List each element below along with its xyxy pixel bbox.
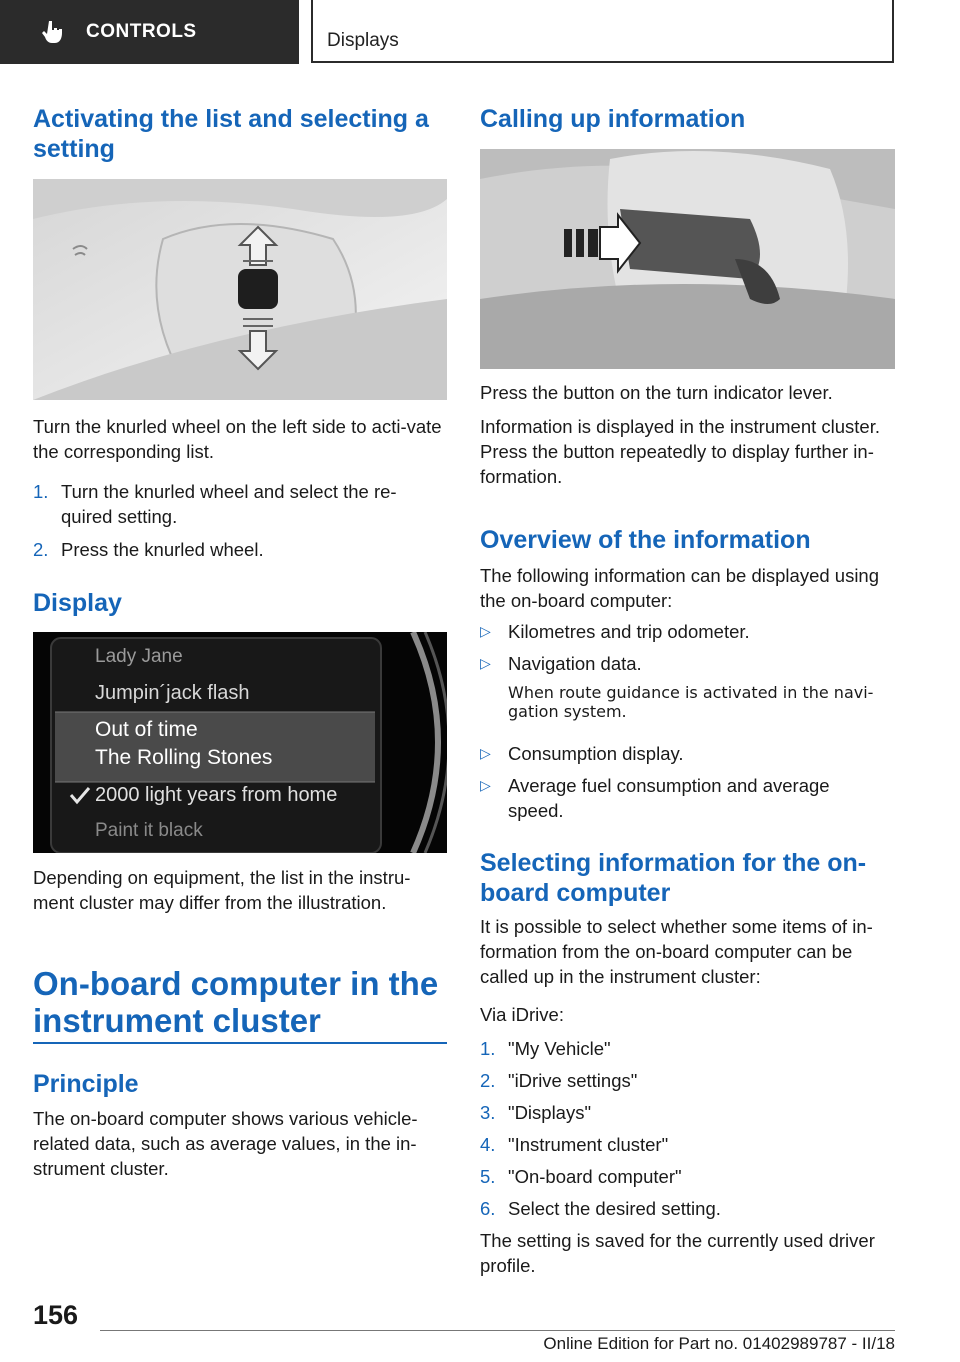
para-possible: It is possible to select whether some items of in-formation from the on-board computer can be called up in the instrument cluster: bbox=[480, 916, 873, 987]
indicator-lever-image bbox=[480, 149, 895, 369]
heading-rule bbox=[33, 1042, 447, 1044]
list-text: "Instrument cluster" bbox=[508, 1134, 669, 1155]
para-setting-saved: The setting is saved for the currently used driver profile. bbox=[480, 1230, 875, 1276]
list-item bbox=[480, 1164, 895, 1189]
triangle-bullet-icon: ▷ bbox=[480, 777, 491, 793]
para-press-button: Press the button on the turn indicator lever. bbox=[480, 382, 833, 403]
display-item-3: Out of time bbox=[95, 718, 198, 741]
para-principle: The on-board computer shows various vehicle-related data, such as average values, in the in-strument cluster. bbox=[33, 1108, 418, 1179]
idrive-steps-list bbox=[480, 1036, 895, 1236]
heading-onboard: On-board computer in the instrument cluster bbox=[33, 965, 439, 1039]
para-following: The following information can be displayed using the on-board computer: bbox=[480, 565, 880, 611]
section-tab bbox=[0, 0, 299, 64]
list-text: "iDrive settings" bbox=[508, 1070, 638, 1091]
edition-note: Online Edition for Part no. 01402989787 - II/18 bbox=[543, 1334, 895, 1353]
list-text: "On-board computer" bbox=[508, 1166, 682, 1187]
heading-calling: Calling up information bbox=[480, 105, 746, 133]
overview-bullets bbox=[480, 619, 895, 829]
list-item bbox=[480, 1068, 895, 1093]
list-text: Kilometres and trip odometer. bbox=[508, 621, 750, 642]
chapter-label: Displays bbox=[327, 30, 399, 51]
para-info-displayed: Information is displayed in the instrument cluster. Press the button repeatedly to display further in-formation. bbox=[480, 416, 880, 487]
display-item-2: Jumpin´jack flash bbox=[95, 682, 250, 704]
cluster-list-image bbox=[33, 632, 447, 853]
display-item-1: Lady Jane bbox=[95, 646, 183, 667]
display-item-5: 2000 light years from home bbox=[95, 784, 338, 806]
list-text: Navigation data. bbox=[508, 653, 642, 674]
list-text: Average fuel consumption and average speed. bbox=[508, 775, 830, 821]
triangle-bullet-icon: ▷ bbox=[480, 655, 491, 671]
list-text: Turn the knurled wheel and select the re-quired setting. bbox=[61, 481, 397, 527]
list-number: 6. bbox=[480, 1198, 496, 1219]
list-item bbox=[480, 1132, 895, 1157]
steps-list bbox=[33, 479, 447, 569]
footer-rule bbox=[100, 1330, 895, 1331]
para-turn-wheel: Turn the knurled wheel on the left side to acti-vate the corresponding list. bbox=[33, 416, 442, 462]
display-item-4: The Rolling Stones bbox=[95, 746, 273, 769]
list-text: Press the knurled wheel. bbox=[61, 539, 264, 560]
heading-activating: Activating the list and selecting a setting bbox=[33, 105, 429, 163]
list-number: 1. bbox=[480, 1038, 496, 1059]
para-via-idrive: Via iDrive: bbox=[480, 1004, 564, 1025]
list-item bbox=[480, 1196, 895, 1221]
triangle-bullet-icon: ▷ bbox=[480, 745, 491, 761]
list-subtext: When route guidance is activated in the navi-gation system. bbox=[508, 683, 874, 721]
list-text: "Displays" bbox=[508, 1102, 592, 1123]
chapter-header bbox=[311, 0, 894, 63]
heading-selecting: Selecting information for the on-board computer bbox=[480, 849, 867, 907]
list-item bbox=[480, 1100, 895, 1125]
heading-principle: Principle bbox=[33, 1070, 139, 1098]
list-text: "My Vehicle" bbox=[508, 1038, 611, 1059]
heading-overview: Overview of the information bbox=[480, 526, 811, 554]
display-item-6: Paint it black bbox=[95, 820, 203, 841]
list-number: 2. bbox=[33, 539, 49, 560]
triangle-bullet-icon: ▷ bbox=[480, 623, 491, 639]
list-number: 2. bbox=[480, 1070, 496, 1091]
list-number: 5. bbox=[480, 1166, 496, 1187]
pointing-hand-icon bbox=[40, 19, 66, 45]
list-number: 4. bbox=[480, 1134, 496, 1155]
list-text: Select the desired setting. bbox=[508, 1198, 721, 1219]
list-item bbox=[480, 1036, 895, 1061]
list-text: Consumption display. bbox=[508, 743, 684, 764]
para-depending: Depending on equipment, the list in the instru-ment cluster may differ from the illustration. bbox=[33, 867, 411, 913]
list-number: 3. bbox=[480, 1102, 496, 1123]
steering-wheel-image bbox=[33, 179, 447, 400]
section-label: CONTROLS bbox=[86, 21, 197, 42]
list-number: 1. bbox=[33, 481, 49, 502]
page-number: 156 bbox=[33, 1300, 79, 1330]
heading-display: Display bbox=[33, 589, 122, 617]
